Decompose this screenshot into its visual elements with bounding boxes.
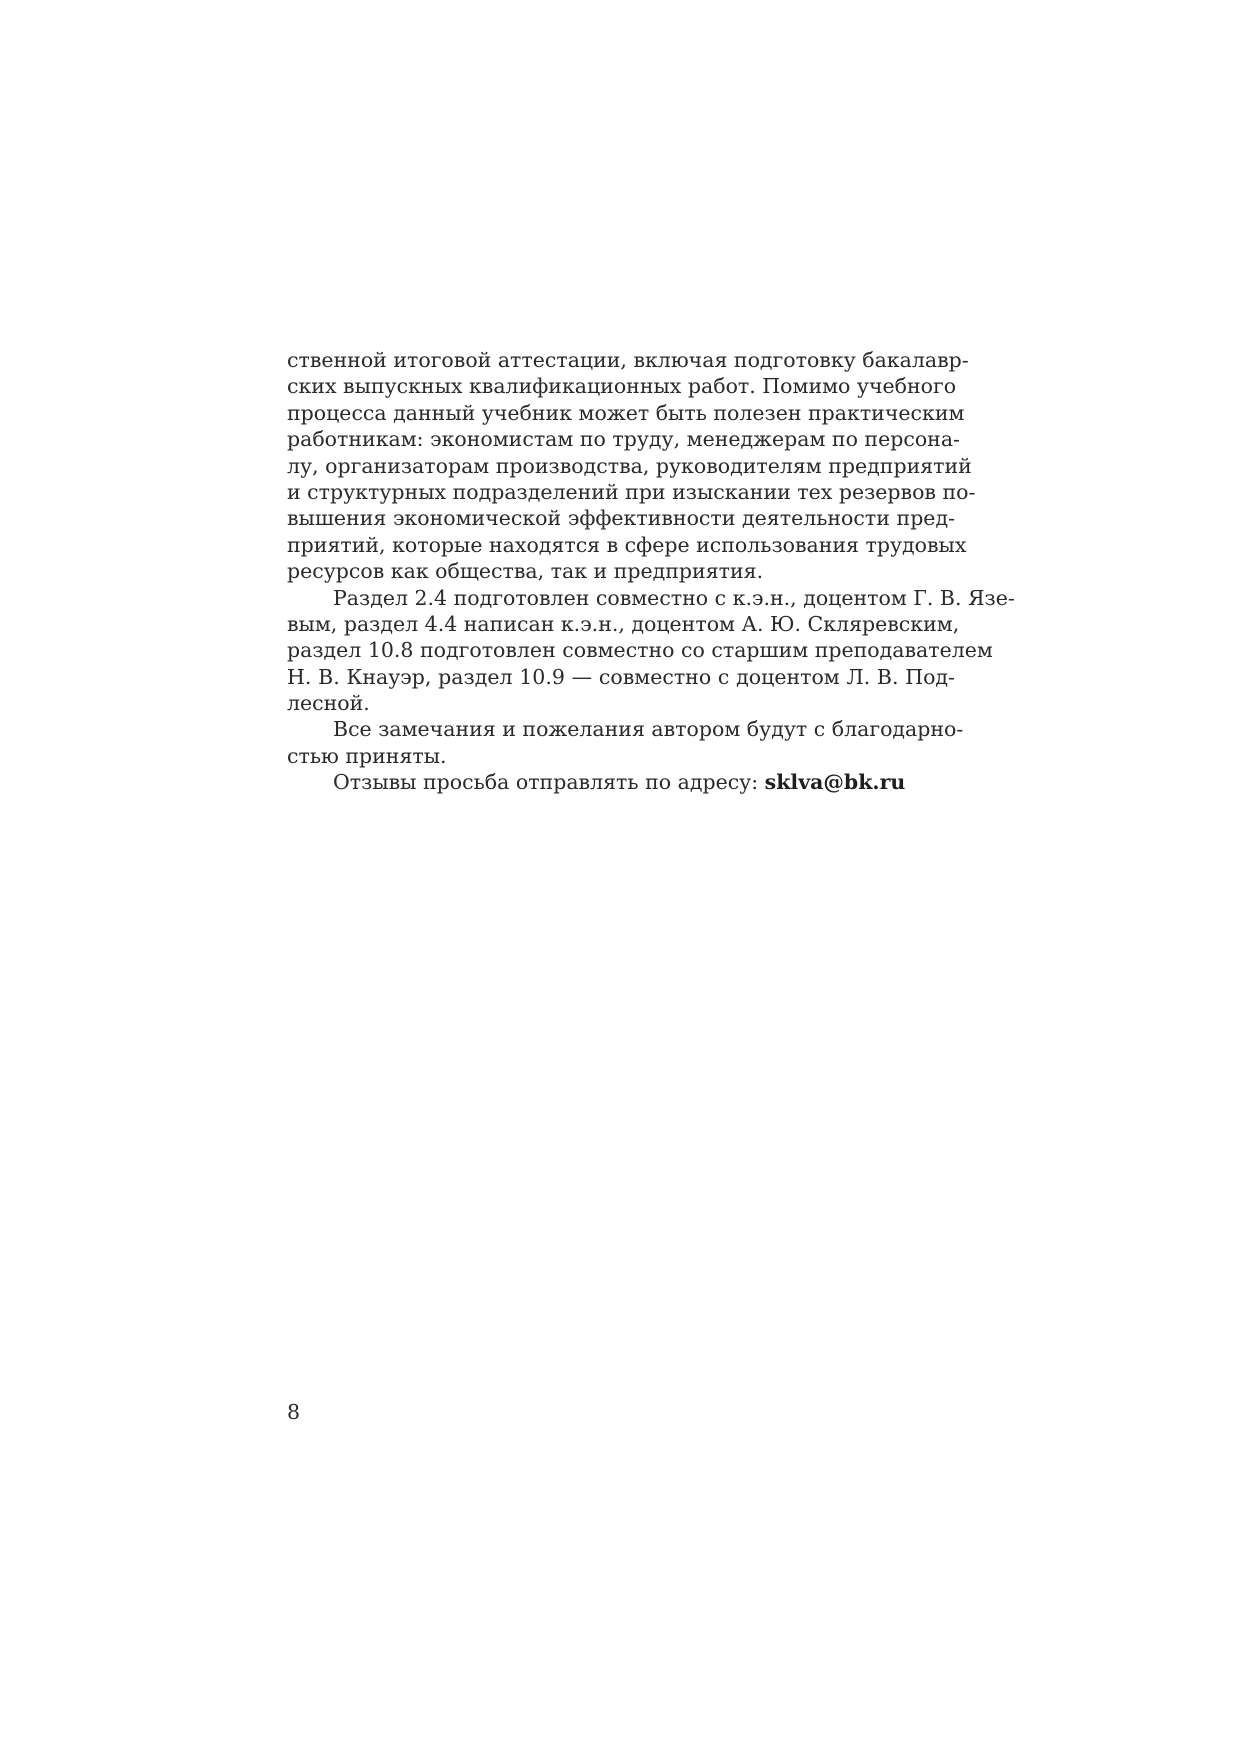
text-line: раздел 10.8 подготовлен совместно со старшим преподавателем [287,638,993,663]
text-line: работникам: экономистам по труду, менеджерам по персона- [287,427,960,452]
text-line: и структурных подразделений при изыскании тех резервов по- [287,479,976,504]
text-line: ских выпускных квалификационных работ. Помимо учебного [287,374,957,399]
email-address: sklva@bk.ru [764,770,906,795]
body-text [287,347,1015,796]
text-line: лу, организаторам производства, руководителям предприятий [287,453,972,478]
text-line: ресурсов как общества, так и предприятия. [287,559,764,584]
text-line: ственной итоговой аттестации, включая подготовку бакалавр- [287,348,969,372]
text-line: процесса данный учебник может быть полезен практическим [287,400,965,425]
text-line: стью приняты. [287,743,447,768]
text-line: приятий, которые находятся в сфере использования трудовых [287,532,967,557]
contact-label: Отзывы просьба отправлять по адресу: [333,770,765,795]
text-line: Все замечания и пожелания автором будут с благодарно- [333,717,964,742]
text-line: вышения экономической эффективности деятельности пред- [287,506,955,531]
text-line: вым, раздел 4.4 написан к.э.н., доцентом А. Ю. Скляревским, [287,611,960,636]
text-line: Н. В. Кнауэр, раздел 10.9 — совместно с доцентом Л. В. Под- [287,664,955,689]
text-line: лесной. [287,691,370,716]
page-number: 8 [287,1400,301,1424]
text-line: Раздел 2.4 подготовлен совместно с к.э.н., доцентом Г. В. Язе- [333,585,1015,610]
contact-line [287,769,955,795]
